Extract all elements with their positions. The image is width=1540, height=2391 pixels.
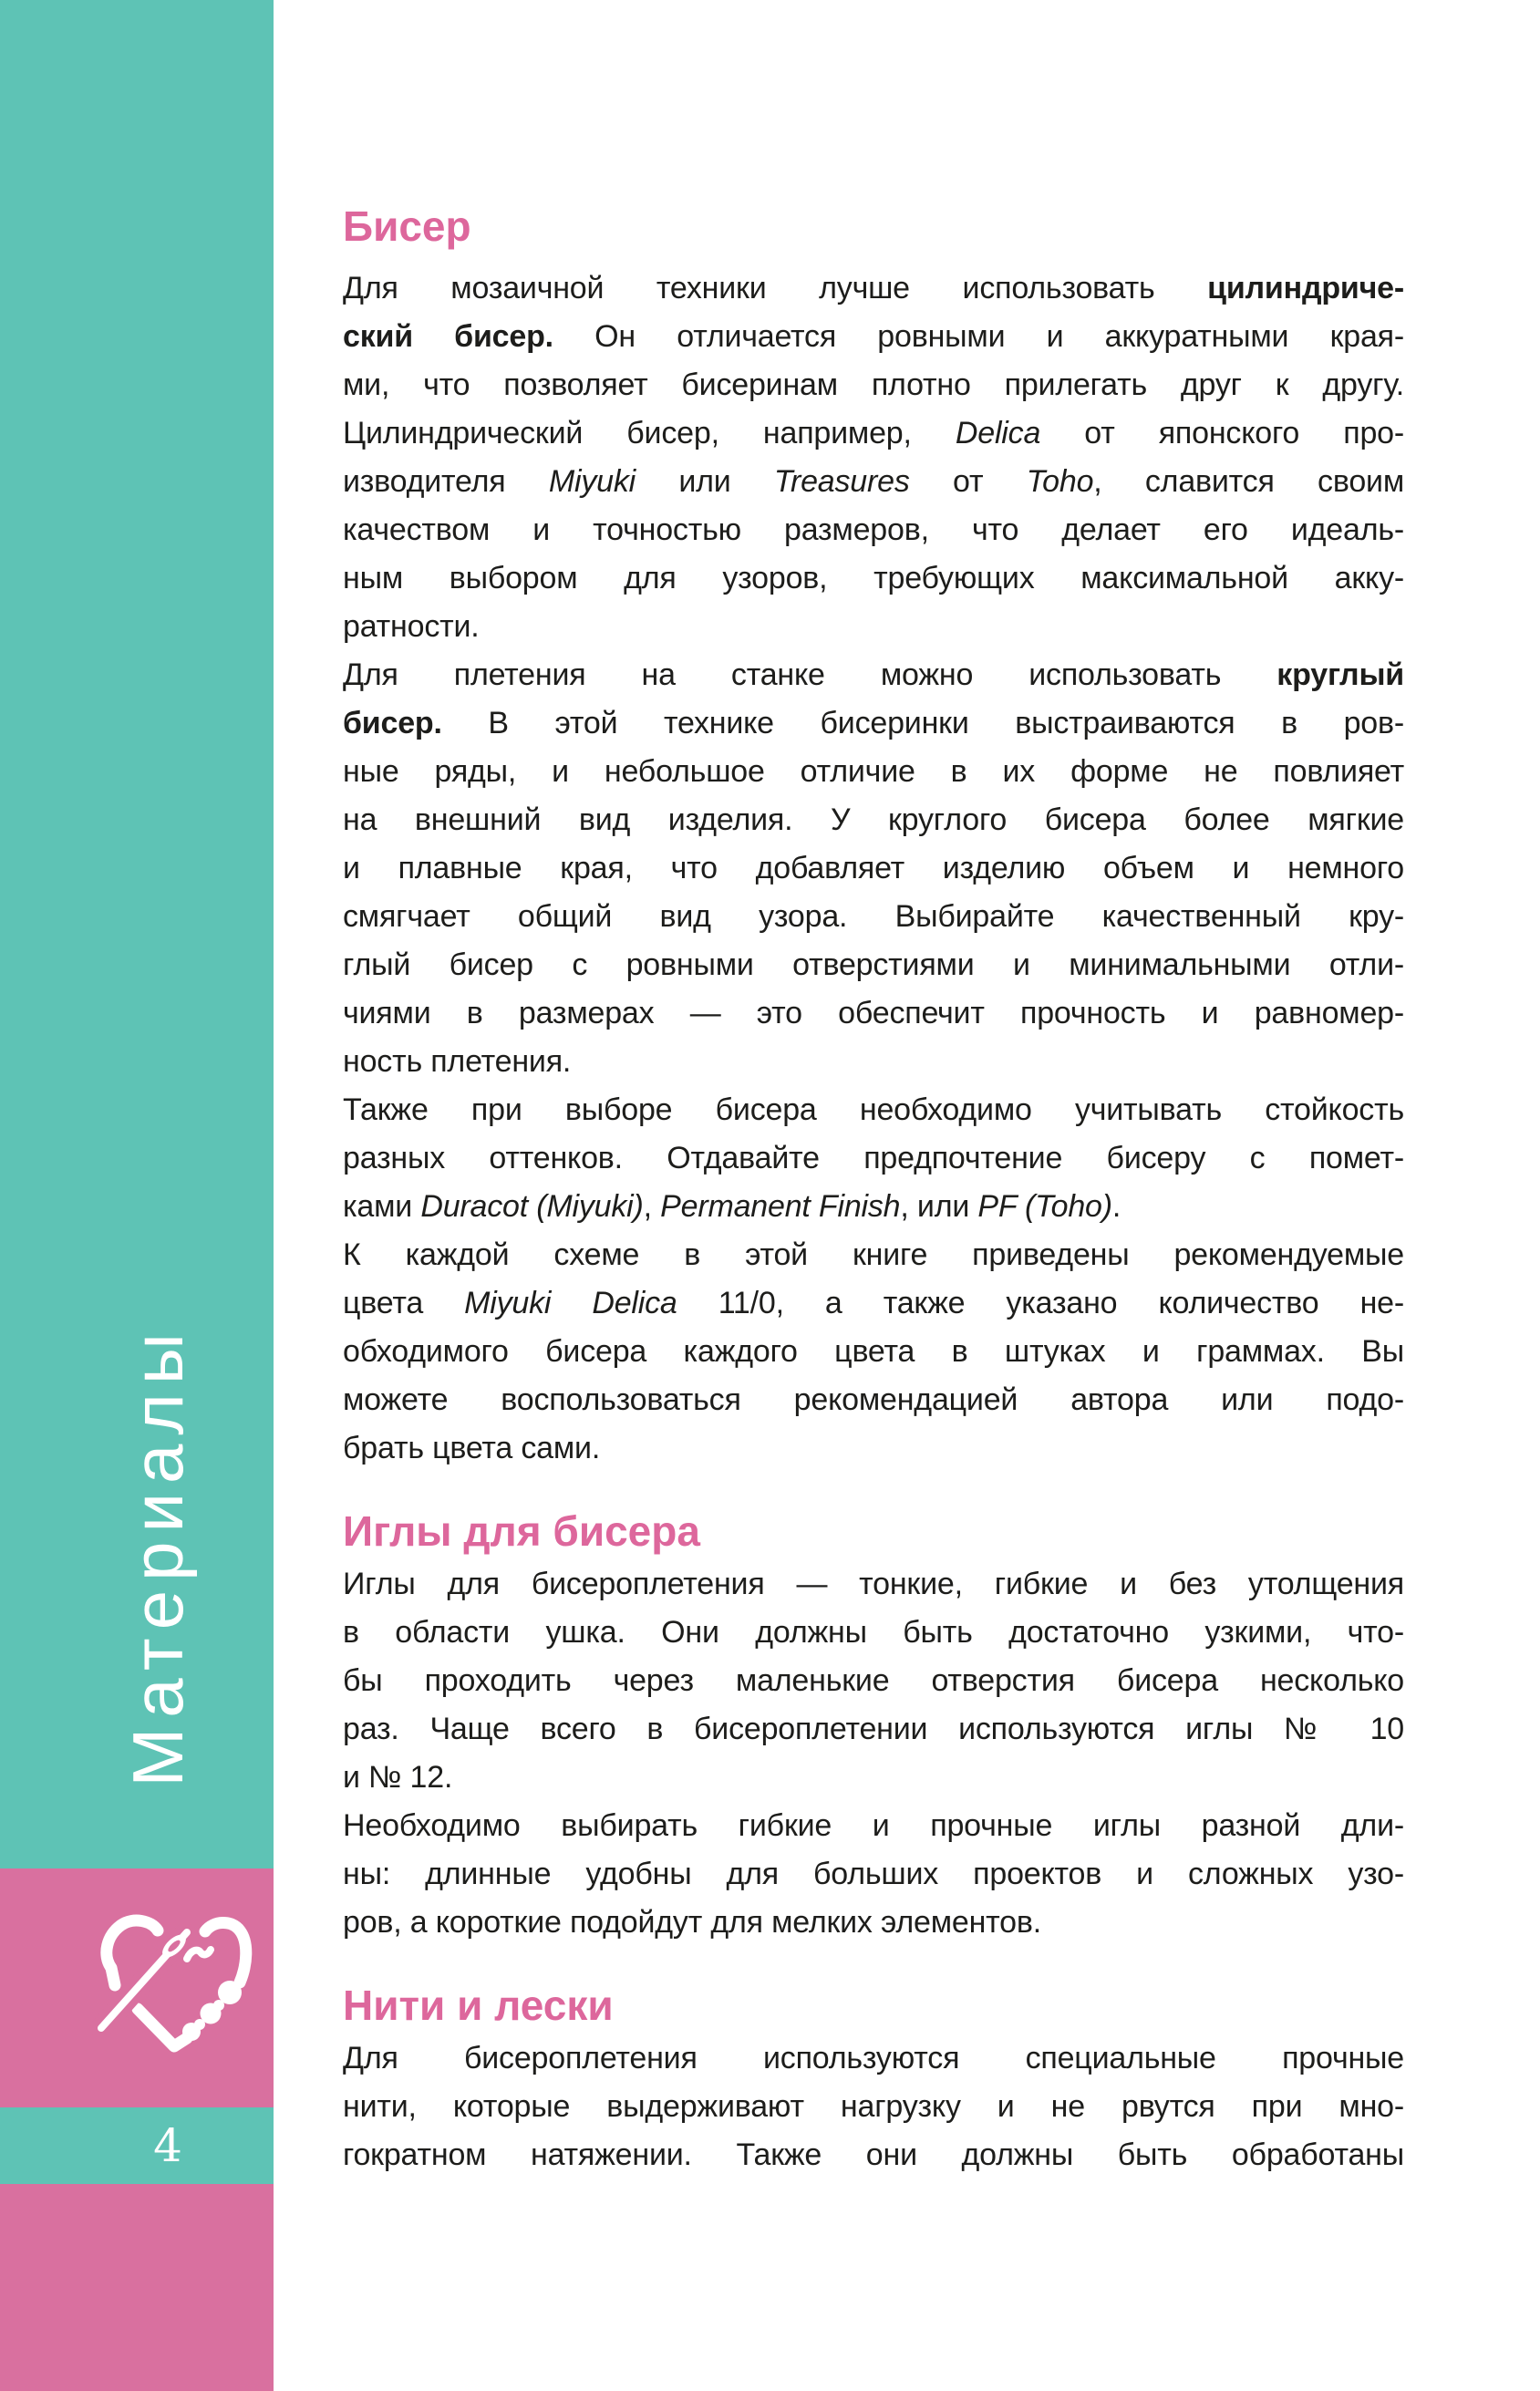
text-line: нити, которые выдерживают нагрузку и не рвутся при мно-	[343, 2089, 1404, 2124]
chapter-label: Материалы	[118, 1324, 198, 1787]
text-line: обходимого бисера каждого цвета в штуках и граммах. Вы	[343, 1334, 1404, 1369]
text-line: бисер. В этой технике бисеринки выстраиваются в ров-	[343, 706, 1404, 740]
paragraph	[343, 1231, 1404, 1473]
text-line: Для мозаичной техники лучше использовать цилиндриче-	[343, 271, 1404, 305]
text-line: цвета Miyuki Delica 11/0, а также указано количество не-	[343, 1286, 1404, 1320]
text-line: глый бисер с ровными отверстиями и минимальными отли-	[343, 947, 1404, 982]
paragraph	[343, 2034, 1404, 2179]
text-line: смягчает общий вид узора. Выбирайте качественный кру-	[343, 899, 1404, 934]
paragraph	[343, 1086, 1404, 1231]
text-line: разных оттенков. Отдавайте предпочтение бисеру с помет-	[343, 1141, 1404, 1175]
text-line: ский бисер. Он отличается ровными и аккуратными края-	[343, 319, 1404, 354]
text-line: Иглы для бисероплетения — тонкие, гибкие и без утолщения	[343, 1567, 1404, 1601]
paragraph	[343, 1802, 1404, 1947]
paragraph	[343, 651, 1404, 1086]
text-line: гократном натяжении. Также они должны быть обработаны	[343, 2137, 1404, 2172]
heart-bottom-edge	[138, 2009, 187, 2046]
text-line: Также при выборе бисера необходимо учитывать стойкость	[343, 1092, 1404, 1127]
sidebar-pink-bottom-block	[0, 2184, 274, 2391]
content-column	[343, 202, 1404, 2179]
text-line: брать цвета сами.	[343, 1431, 601, 1465]
paragraph	[343, 1560, 1404, 1802]
text-line: Необходимо выбирать гибкие и прочные иглы разной дли-	[343, 1808, 1404, 1843]
text-line: ны: длинные удобны для больших проектов и сложных узо-	[343, 1857, 1404, 1891]
page-number: 4	[153, 2119, 182, 2172]
text-line: на внешний вид изделия. У круглого бисера более мягкие	[343, 802, 1404, 837]
text-line: ные ряды, и небольшое отличие в их форме не повлияет	[343, 754, 1404, 789]
text-line: в области ушка. Они должны быть достаточно узкими, что-	[343, 1615, 1404, 1650]
thread	[187, 1950, 211, 1959]
text-line: и № 12.	[343, 1760, 453, 1795]
section-heading: Иглы для бисера	[343, 1507, 700, 1555]
text-line: качеством и точностью размеров, что делает его идеаль-	[343, 512, 1404, 547]
text-line: ками Duracot (Miyuki), Permanent Finish, или PF (Toho).	[343, 1189, 1121, 1224]
text-line: К каждой схеме в этой книге приведены рекомендуемые	[343, 1237, 1404, 1272]
text-line: Для бисероплетения используются специальные прочные	[343, 2041, 1404, 2075]
paragraph	[343, 264, 1404, 651]
text-line: ность плетения.	[343, 1044, 572, 1079]
beads	[182, 1981, 242, 2041]
heart-needle-icon	[96, 1922, 251, 2055]
text-line: и плавные края, что добавляет изделию объем и немного	[343, 851, 1404, 885]
text-line: ров, а короткие подойдут для мелких элементов.	[343, 1905, 1041, 1940]
text-line: Цилиндрический бисер, например, Delica от японского про-	[343, 416, 1405, 450]
text-line: можете воспользоваться рекомендацией автора или подо-	[343, 1382, 1404, 1417]
text-line: чиями в размерах — это обеспечит прочность и равномер-	[343, 996, 1404, 1030]
text-line: бы проходить через маленькие отверстия бисера несколько	[343, 1663, 1404, 1698]
text-line: ным выбором для узоров, требующих максимальной акку-	[343, 561, 1404, 595]
section-heading: Бисер	[343, 202, 471, 250]
text-line: изводителя Miyuki или Treasures от Toho, славится своим	[343, 464, 1404, 499]
text-line: ми, что позволяет бисеринам плотно прилегать друг к другу.	[343, 367, 1404, 402]
text-line: Для плетения на станке можно использовать круглый	[343, 657, 1404, 692]
text-line: ратности.	[343, 609, 480, 644]
section-heading: Нити и лески	[343, 1982, 614, 2029]
text-line: раз. Чаще всего в бисероплетении используются иглы № 10	[343, 1712, 1404, 1746]
